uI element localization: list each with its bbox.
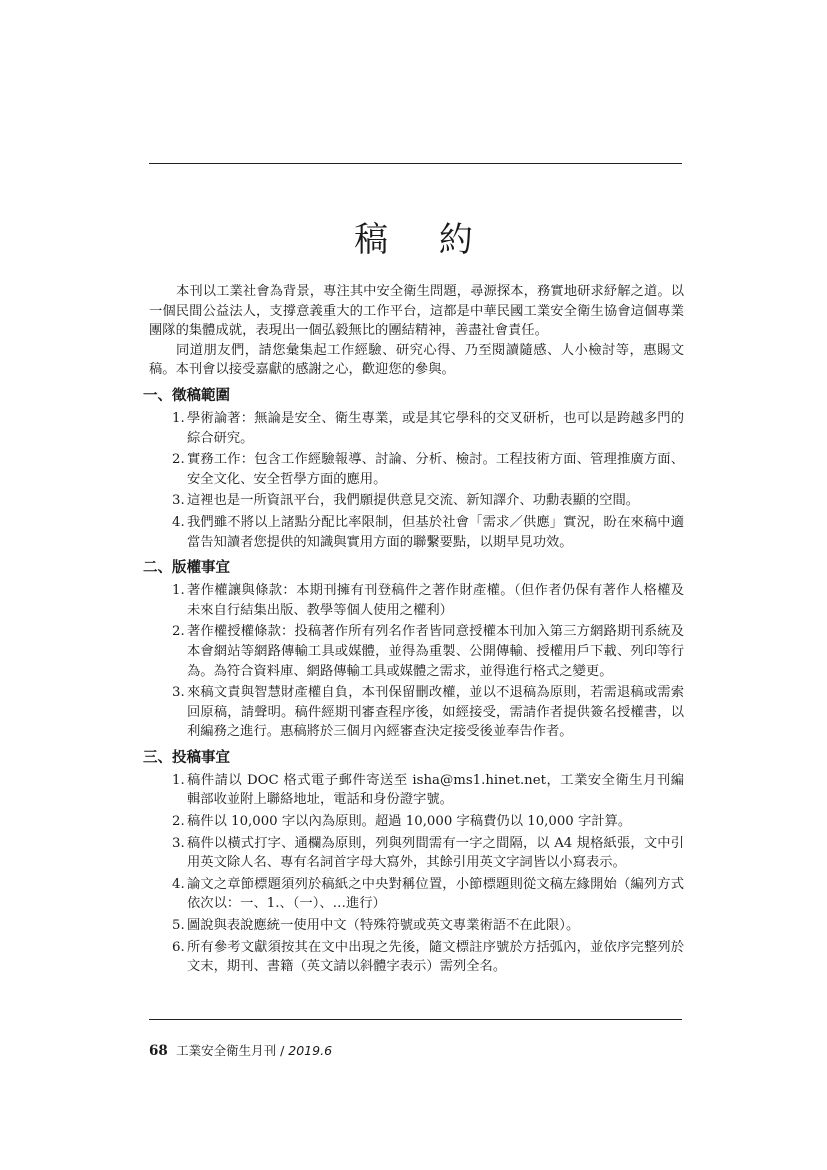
bottom-rule xyxy=(149,1019,682,1020)
item-text: 來稿文責與智慧財產權自負，本刊保留刪改權，並以不退稿為原則，若需退稿或需索回原稿，請聲明。稿件經期刊審查程序後，如經接受，需請作者提供簽名授權書，以利編務之進行。惠稿將於三個月內經審查決定接受後並奉告作者。 xyxy=(187,685,684,740)
item-number: 3. xyxy=(172,685,185,701)
section-submission-scope xyxy=(143,385,684,552)
list-item xyxy=(149,491,684,511)
item-text: 我們雖不將以上諸點分配比率限制，但基於社會「需求／供應」實況，盼在來稿中適當告知讀者您提供的知識與實用方面的聯繫要點，以期早見功效。 xyxy=(187,514,684,550)
list-item xyxy=(149,834,684,873)
magazine-name: 工業安全衛生月刊 xyxy=(176,1043,277,1058)
page-footer xyxy=(149,1041,332,1061)
top-rule xyxy=(149,163,682,164)
item-number: 2. xyxy=(172,814,185,830)
item-text: 這裡也是一所資訊平台，我們願提供意見交流、新知譯介、功勳表顯的空間。 xyxy=(187,493,640,509)
main-content xyxy=(143,282,684,979)
list-item xyxy=(149,513,684,552)
page-title: 稿 約 xyxy=(354,220,493,260)
intro-paragraph-2: 同道朋友們，請您彙集起工作經驗、研究心得、乃至閱讀隨感、人小檢討等，惠賜文稿。本刊會以接受嘉獻的感謝之心，歡迎您的參與。 xyxy=(149,342,684,378)
list-item xyxy=(149,450,684,489)
item-number: 2. xyxy=(172,624,185,640)
list-item xyxy=(149,812,684,832)
item-number: 1. xyxy=(172,410,185,426)
item-text: 實務工作：包含工作經驗報導、討論、分析、檢討。工程技術方面、管理推廣方面、安全文化、安全哲學方面的應用。 xyxy=(187,452,684,487)
issue-date: 2019.6 xyxy=(288,1043,333,1058)
list-item xyxy=(149,409,684,448)
item-number: 6. xyxy=(172,939,185,955)
list-item xyxy=(149,581,684,620)
section-submission xyxy=(143,747,684,977)
section-heading: 三、投稿事宜 xyxy=(143,749,230,766)
footer-separator: / xyxy=(276,1043,289,1058)
list-item xyxy=(149,938,684,977)
item-text: 稿件以橫式打字、通欄為原則，列與列間需有一字之間隔，以 A4 規格紙張，文中引用英文除人名、專有名詞首字母大寫外，其餘引用英文字詞皆以小寫表示。 xyxy=(187,835,684,871)
list-item xyxy=(149,683,684,742)
item-number: 4. xyxy=(172,514,185,530)
item-text: 論文之章節標題須列於稿紙之中央對稱位置，小節標題則從文稿左緣開始（編列方式依次以：一、1.、（一）、…進行） xyxy=(187,876,684,912)
item-text: 著作權讓與條款：本期刊擁有刊登稿件之著作財產權。（但作者仍保有著作人格權及未來自行結集出版、教學等個人使用之權利） xyxy=(187,583,684,618)
intro-paragraph-1: 本刊以工業社會為背景，專注其中安全衛生問題，尋源探本，務實地研求紓解之道。以一個民間公益法人，支撐意義重大的工作平台，這都是中華民國工業安全衛生協會這個專業團隊的集體成就，表現出一個弘毅無比的團結精神，善盡社會責任。 xyxy=(149,284,684,339)
section-heading: 一、徵稿範圍 xyxy=(143,387,230,404)
page-number: 68 xyxy=(149,1043,168,1059)
section-copyright xyxy=(143,557,684,742)
item-text: 著作權授權條款：投稿著作所有列名作者皆同意授權本刊加入第三方網路期刊系統及本會網站等網路傳輸工具或媒體，並得為重製、公開傳輸、授權用戶下載、列印等行為。為符合資料庫、網路傳輸工具或媒體之需求，並得進行格式之變更。 xyxy=(187,624,684,679)
item-number: 2. xyxy=(172,452,185,468)
item-number: 3. xyxy=(172,835,185,851)
list-item xyxy=(149,875,684,914)
item-number: 1. xyxy=(172,583,185,599)
item-list xyxy=(149,581,684,742)
section-heading: 二、版權事宜 xyxy=(143,560,230,577)
list-item xyxy=(149,771,684,810)
item-text: 稿件以 10,000 字以內為原則。超過 10,000 字稿費仍以 10,000 字計算。 xyxy=(187,814,632,830)
item-text: 所有參考文獻須按其在文中出現之先後，隨文標註序號於方括弧內，並依序完整列於文末，期刊、書籍（英文請以斜體字表示）需列全名。 xyxy=(187,939,684,975)
list-item xyxy=(149,622,684,681)
item-list xyxy=(149,409,684,552)
item-number: 5. xyxy=(172,918,185,934)
item-text: 學術論著：無論是安全、衛生專業，或是其它學科的交叉研析，也可以是跨越多門的綜合研究。 xyxy=(187,410,684,446)
item-text: 圖說與表說應統一使用中文（特殊符號或英文專業術語不在此限）。 xyxy=(187,918,580,934)
list-item xyxy=(149,916,684,936)
item-number: 3. xyxy=(172,493,185,509)
item-text: 稿件請以 DOC 格式電子郵件寄送至 isha@ms1.hinet.net，工業安全衛生月刊編輯部收並附上聯絡地址，電話和身份證字號。 xyxy=(187,772,684,808)
item-list xyxy=(149,771,684,977)
item-number: 4. xyxy=(172,876,185,892)
item-number: 1. xyxy=(172,772,185,788)
